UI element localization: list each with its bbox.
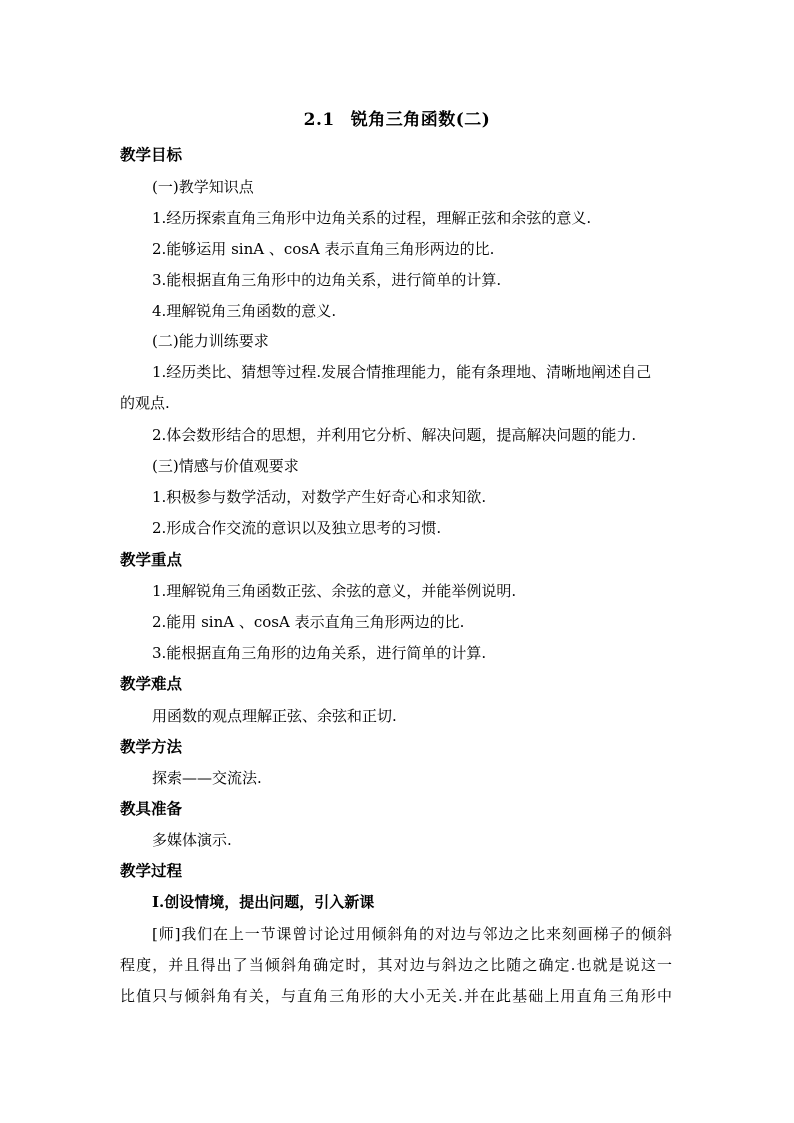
process-heading: 教学过程	[120, 861, 183, 880]
method-text: 探索——交流法.	[152, 769, 262, 787]
page-title	[0, 105, 794, 130]
ability-item-1-line-2: 的观点.	[120, 394, 170, 412]
knowledge-heading: (一)教学知识点	[152, 178, 254, 196]
process-paragraph-line-3: 比值只与倾斜角有关，与直角三角形的大小无关.并在此基础上用直角三角形中	[120, 987, 672, 1005]
key-point-2: 2.能用 sinA 、cosA 表示直角三角形两边的比.	[152, 613, 465, 631]
method-heading: 教学方法	[120, 737, 183, 756]
process-paragraph-line-1: [师]我们在上一节课曾讨论过用倾斜角的对边与邻边之比来刻画梯子的倾斜	[152, 925, 672, 943]
ability-heading: (二)能力训练要求	[152, 332, 269, 350]
process-paragraph-line-2: 程度，并且得出了当倾斜角确定时，其对边与斜边之比随之确定.也就是说这一	[120, 956, 672, 974]
knowledge-item-1: 1.经历探索直角三角形中边角关系的过程，理解正弦和余弦的意义.	[152, 209, 592, 227]
tools-heading: 教具准备	[120, 799, 183, 818]
emotion-heading: (三)情感与价值观要求	[152, 457, 299, 475]
ability-item-2: 2.体会数形结合的思想，并利用它分析、解决问题，提高解决问题的能力.	[152, 426, 637, 444]
difficulties-text: 用函数的观点理解正弦、余弦和正切.	[152, 707, 397, 725]
knowledge-item-3: 3.能根据直角三角形中的边角关系，进行简单的计算.	[152, 271, 502, 289]
process-section-1-heading: Ⅰ.创设情境，提出问题，引入新课	[152, 893, 375, 911]
section-number: 2.1	[303, 110, 335, 130]
ability-item-1-line-1: 1.经历类比、猜想等过程.发展合情推理能力，能有条理地、清晰地阐述自己	[152, 363, 652, 381]
title-text: 锐角三角函数(二)	[350, 110, 491, 130]
knowledge-item-4: 4.理解锐角三角函数的意义.	[152, 302, 337, 320]
key-point-1: 1.理解锐角三角函数正弦、余弦的意义，并能举例说明.	[152, 582, 517, 600]
objectives-heading: 教学目标	[120, 145, 183, 164]
key-points-heading: 教学重点	[120, 550, 183, 569]
key-point-3: 3.能根据直角三角形的边角关系，进行简单的计算.	[152, 644, 487, 662]
knowledge-item-2: 2.能够运用 sinA 、cosA 表示直角三角形两边的比.	[152, 240, 495, 258]
difficulties-heading: 教学难点	[120, 674, 183, 693]
emotion-item-2: 2.形成合作交流的意识以及独立思考的习惯.	[152, 519, 442, 537]
tools-text: 多媒体演示.	[152, 831, 232, 849]
emotion-item-1: 1.积极参与数学活动，对数学产生好奇心和求知欲.	[152, 488, 487, 506]
